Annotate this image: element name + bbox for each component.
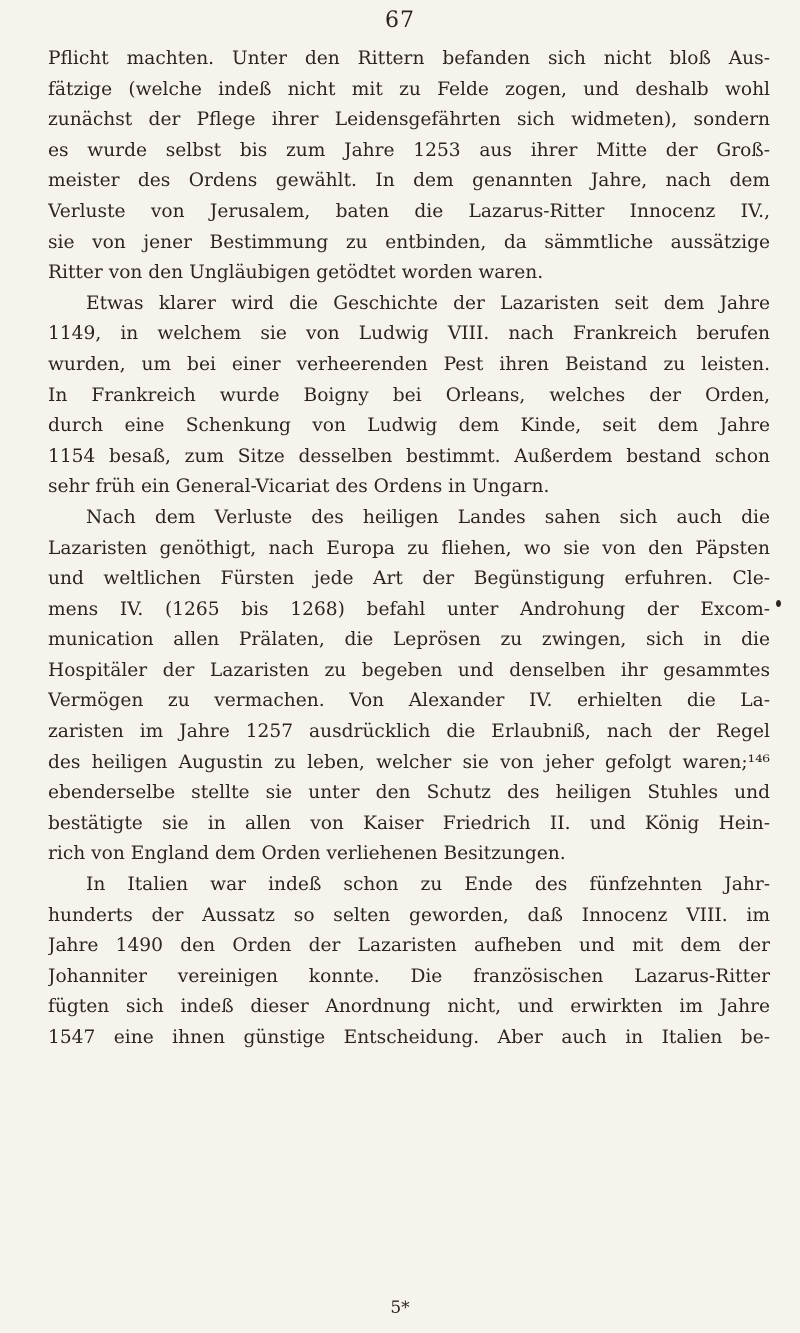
- text-line: ebenderselbe stellte sie unter den Schutz des heiligen Stuhles und: [48, 782, 770, 804]
- text-line: und weltlichen Fürsten jede Art der Begünstigung erfuhren. Cle-: [48, 568, 770, 590]
- text-line: zunächst der Pflege ihrer Leidensgefährten sich widmeten), sondern: [48, 109, 770, 131]
- paragraph-3: [48, 503, 770, 870]
- text-line: Lazaristen genöthigt, nach Europa zu fliehen, wo sie von den Päpsten: [48, 537, 770, 559]
- text-line: Jahre 1490 den Orden der Lazaristen aufheben und mit dem der: [48, 935, 770, 957]
- text-line: 1149, in welchem sie von Ludwig VIII. nach Frankreich berufen: [48, 323, 770, 345]
- text-line: durch eine Schenkung von Ludwig dem Kinde, seit dem Jahre: [48, 415, 770, 437]
- text-line: In Italien war indeß schon zu Ende des fünfzehnten Jahr-: [86, 874, 770, 896]
- text-line: bestätigte sie in allen von Kaiser Friedrich II. und König Hein-: [48, 812, 770, 834]
- text-line: Ritter von den Ungläubigen getödtet worden waren.: [48, 262, 544, 284]
- text-line: fügten sich indeß dieser Anordnung nicht, und erwirkten im Jahre: [48, 996, 770, 1018]
- text-line: hunderts der Aussatz so selten geworden, daß Innocenz VIII. im: [48, 904, 770, 926]
- paragraph-2: [48, 289, 770, 503]
- text-line: Hospitäler der Lazaristen zu begeben und denselben ihr gesammtes: [48, 659, 770, 681]
- body-text: [48, 44, 770, 1054]
- text-line: 1547 eine ihnen günstige Entscheidung. Aber auch in Italien be-: [48, 1027, 770, 1048]
- text-line: rich von England dem Orden verliehenen Besitzungen.: [48, 843, 566, 865]
- ink-spot: [776, 600, 781, 607]
- text-line: Verluste von Jerusalem, baten die Lazarus-Ritter Innocenz IV.,: [48, 200, 770, 222]
- text-line: Pflicht machten. Unter den Rittern befanden sich nicht bloß Aus-: [48, 48, 770, 69]
- text-line: fätzige (welche indeß nicht mit zu Felde zogen, und deshalb wohl: [48, 78, 770, 100]
- text-line: Nach dem Verluste des heiligen Landes sahen sich auch die: [86, 506, 770, 528]
- text-line: mens IV. (1265 bis 1268) befahl unter Androhung der Excom-: [48, 598, 770, 620]
- text-line: 1154 besaß, zum Sitze desselben bestimmt. Außerdem bestand schon: [48, 445, 770, 467]
- text-line: In Frankreich wurde Boigny bei Orleans, welches der Orden,: [48, 384, 770, 406]
- text-line: des heiligen Augustin zu leben, welcher sie von jeher gefolgt waren;¹⁴⁶: [48, 751, 770, 773]
- text-line: sie von jener Bestimmung zu entbinden, da sämmtliche aussätzige: [48, 231, 770, 253]
- text-line: wurden, um bei einer verheerenden Pest ihren Beistand zu leisten.: [48, 353, 770, 375]
- text-line: zaristen im Jahre 1257 ausdrücklich die Erlaubniß, nach der Regel: [48, 721, 770, 743]
- signature-mark: 5*: [390, 1298, 410, 1318]
- page-number: 67: [385, 8, 415, 33]
- text-line: sehr früh ein General-Vicariat des Ordens in Ungarn.: [48, 476, 550, 498]
- paragraph-4: [48, 870, 770, 1054]
- text-line: Johanniter vereinigen konnte. Die französischen Lazarus-Ritter: [48, 965, 770, 987]
- text-line: Etwas klarer wird die Geschichte der Lazaristen seit dem Jahre: [86, 292, 770, 314]
- paragraph-1: [48, 44, 770, 289]
- text-line: es wurde selbst bis zum Jahre 1253 aus ihrer Mitte der Groß-: [48, 139, 770, 161]
- text-line: meister des Ordens gewählt. In dem genannten Jahre, nach dem: [48, 170, 770, 192]
- text-line: Vermögen zu vermachen. Von Alexander IV. erhielten die La-: [48, 690, 770, 712]
- text-line: munication allen Prälaten, die Leprösen zu zwingen, sich in die: [48, 629, 770, 651]
